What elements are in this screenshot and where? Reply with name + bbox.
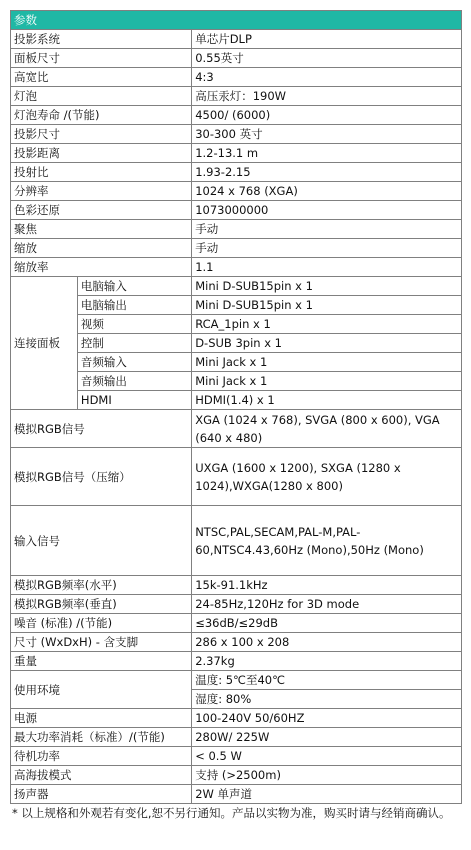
table-row xyxy=(11,671,462,690)
table-row xyxy=(11,506,462,576)
row-label: 投射比 xyxy=(11,163,192,182)
table-row xyxy=(11,49,462,68)
port-label: HDMI xyxy=(77,391,191,410)
table-row xyxy=(11,614,462,633)
port-value: Mini Jack x 1 xyxy=(192,353,462,372)
temperature-value: 温度: 5℃至40℃ xyxy=(192,671,462,690)
table-row xyxy=(11,220,462,239)
table-row xyxy=(11,785,462,804)
row-value: 单芯片DLP xyxy=(192,30,462,49)
row-value: 2W 单声道 xyxy=(192,785,462,804)
table-row xyxy=(11,30,462,49)
row-label: 缩放率 xyxy=(11,258,192,277)
table-row xyxy=(11,315,462,334)
port-value: Mini D-SUB15pin x 1 xyxy=(192,296,462,315)
spec-sheet xyxy=(10,10,462,822)
row-value: 支持 (>2500m) xyxy=(192,766,462,785)
port-label: 电脑输入 xyxy=(77,277,191,296)
row-label: 重量 xyxy=(11,652,192,671)
table-row xyxy=(11,182,462,201)
row-label: 电源 xyxy=(11,709,192,728)
row-value: 4:3 xyxy=(192,68,462,87)
table-row xyxy=(11,277,462,296)
port-value: D-SUB 3pin x 1 xyxy=(192,334,462,353)
table-row xyxy=(11,296,462,315)
row-label: 高宽比 xyxy=(11,68,192,87)
port-value: Mini D-SUB15pin x 1 xyxy=(192,277,462,296)
table-row xyxy=(11,391,462,410)
row-value: 1.93-2.15 xyxy=(192,163,462,182)
table-row xyxy=(11,766,462,785)
row-label: 缩放 xyxy=(11,239,192,258)
environment-label: 使用环境 xyxy=(11,671,192,709)
row-value: 1073000000 xyxy=(192,201,462,220)
row-value: 高压汞灯：190W xyxy=(192,87,462,106)
humidity-value: 湿度: 80% xyxy=(192,690,462,709)
row-label: 分辨率 xyxy=(11,182,192,201)
row-value: 15k-91.1kHz xyxy=(192,576,462,595)
row-value: 280W/ 225W xyxy=(192,728,462,747)
row-value: UXGA (1600 x 1200), SXGA (1280 x 1024),WXGA(1280 x 800) xyxy=(192,448,462,506)
table-row xyxy=(11,448,462,506)
table-row xyxy=(11,125,462,144)
row-value: 1.1 xyxy=(192,258,462,277)
table-row xyxy=(11,576,462,595)
row-label: 投影尺寸 xyxy=(11,125,192,144)
table-row xyxy=(11,68,462,87)
port-value: HDMI(1.4) x 1 xyxy=(192,391,462,410)
table-row xyxy=(11,728,462,747)
row-label: 投影距离 xyxy=(11,144,192,163)
row-label: 投影系统 xyxy=(11,30,192,49)
table-row xyxy=(11,144,462,163)
table-row xyxy=(11,709,462,728)
row-label: 输入信号 xyxy=(11,506,192,576)
table-row xyxy=(11,652,462,671)
row-value: 2.37kg xyxy=(192,652,462,671)
table-row xyxy=(11,106,462,125)
port-label: 控制 xyxy=(77,334,191,353)
table-row xyxy=(11,410,462,448)
row-value: 1024 x 768 (XGA) xyxy=(192,182,462,201)
row-value: 1.2-13.1 m xyxy=(192,144,462,163)
row-value: XGA (1024 x 768), SVGA (800 x 600), VGA (640 x 480) xyxy=(192,410,462,448)
row-label: 模拟RGB频率(水平) xyxy=(11,576,192,595)
row-label: 模拟RGB频率(垂直) xyxy=(11,595,192,614)
table-row xyxy=(11,747,462,766)
port-value: Mini Jack x 1 xyxy=(192,372,462,391)
row-label: 高海拔模式 xyxy=(11,766,192,785)
port-label: 音频输出 xyxy=(77,372,191,391)
row-label: 模拟RGB信号 xyxy=(11,410,192,448)
row-value: < 0.5 W xyxy=(192,747,462,766)
row-label: 灯泡 xyxy=(11,87,192,106)
row-value: 286 x 100 x 208 xyxy=(192,633,462,652)
row-label: 待机功率 xyxy=(11,747,192,766)
table-row xyxy=(11,258,462,277)
table-row xyxy=(11,334,462,353)
port-label: 电脑输出 xyxy=(77,296,191,315)
port-label: 视频 xyxy=(77,315,191,334)
row-value: 手动 xyxy=(192,220,462,239)
row-value: 4500/ (6000) xyxy=(192,106,462,125)
table-header: 参数 xyxy=(11,11,462,30)
row-label: 色彩还原 xyxy=(11,201,192,220)
row-label: 面板尺寸 xyxy=(11,49,192,68)
port-label: 音频输入 xyxy=(77,353,191,372)
row-value: 30-300 英寸 xyxy=(192,125,462,144)
table-row xyxy=(11,595,462,614)
row-value: ≤36dB/≤29dB xyxy=(192,614,462,633)
table-row xyxy=(11,239,462,258)
footnote: * 以上规格和外观若有变化,恕不另行通知。产品以实物为准，购买时请与经销商确认。 xyxy=(12,806,451,820)
table-row xyxy=(11,163,462,182)
table-row xyxy=(11,372,462,391)
row-value: 100-240V 50/60HZ xyxy=(192,709,462,728)
row-label: 噪音 (标准) /(节能) xyxy=(11,614,192,633)
row-label: 模拟RGB信号（压缩） xyxy=(11,448,192,506)
row-value: 0.55英寸 xyxy=(192,49,462,68)
table-row xyxy=(11,201,462,220)
row-label: 扬声器 xyxy=(11,785,192,804)
table-row xyxy=(11,87,462,106)
row-value: 手动 xyxy=(192,239,462,258)
connection-panel-label: 连接面板 xyxy=(11,277,78,410)
row-value: 24-85Hz,120Hz for 3D mode xyxy=(192,595,462,614)
row-label: 聚焦 xyxy=(11,220,192,239)
spec-table xyxy=(10,10,462,804)
table-row xyxy=(11,353,462,372)
port-value: RCA_1pin x 1 xyxy=(192,315,462,334)
row-value: NTSC,PAL,SECAM,PAL-M,PAL-60,NTSC4.43,60Hz (Mono),50Hz (Mono) xyxy=(192,506,462,576)
table-row xyxy=(11,633,462,652)
row-label: 尺寸 (WxDxH) - 含支脚 xyxy=(11,633,192,652)
row-label: 最大功率消耗（标准）/(节能) xyxy=(11,728,192,747)
row-label: 灯泡寿命 /(节能) xyxy=(11,106,192,125)
